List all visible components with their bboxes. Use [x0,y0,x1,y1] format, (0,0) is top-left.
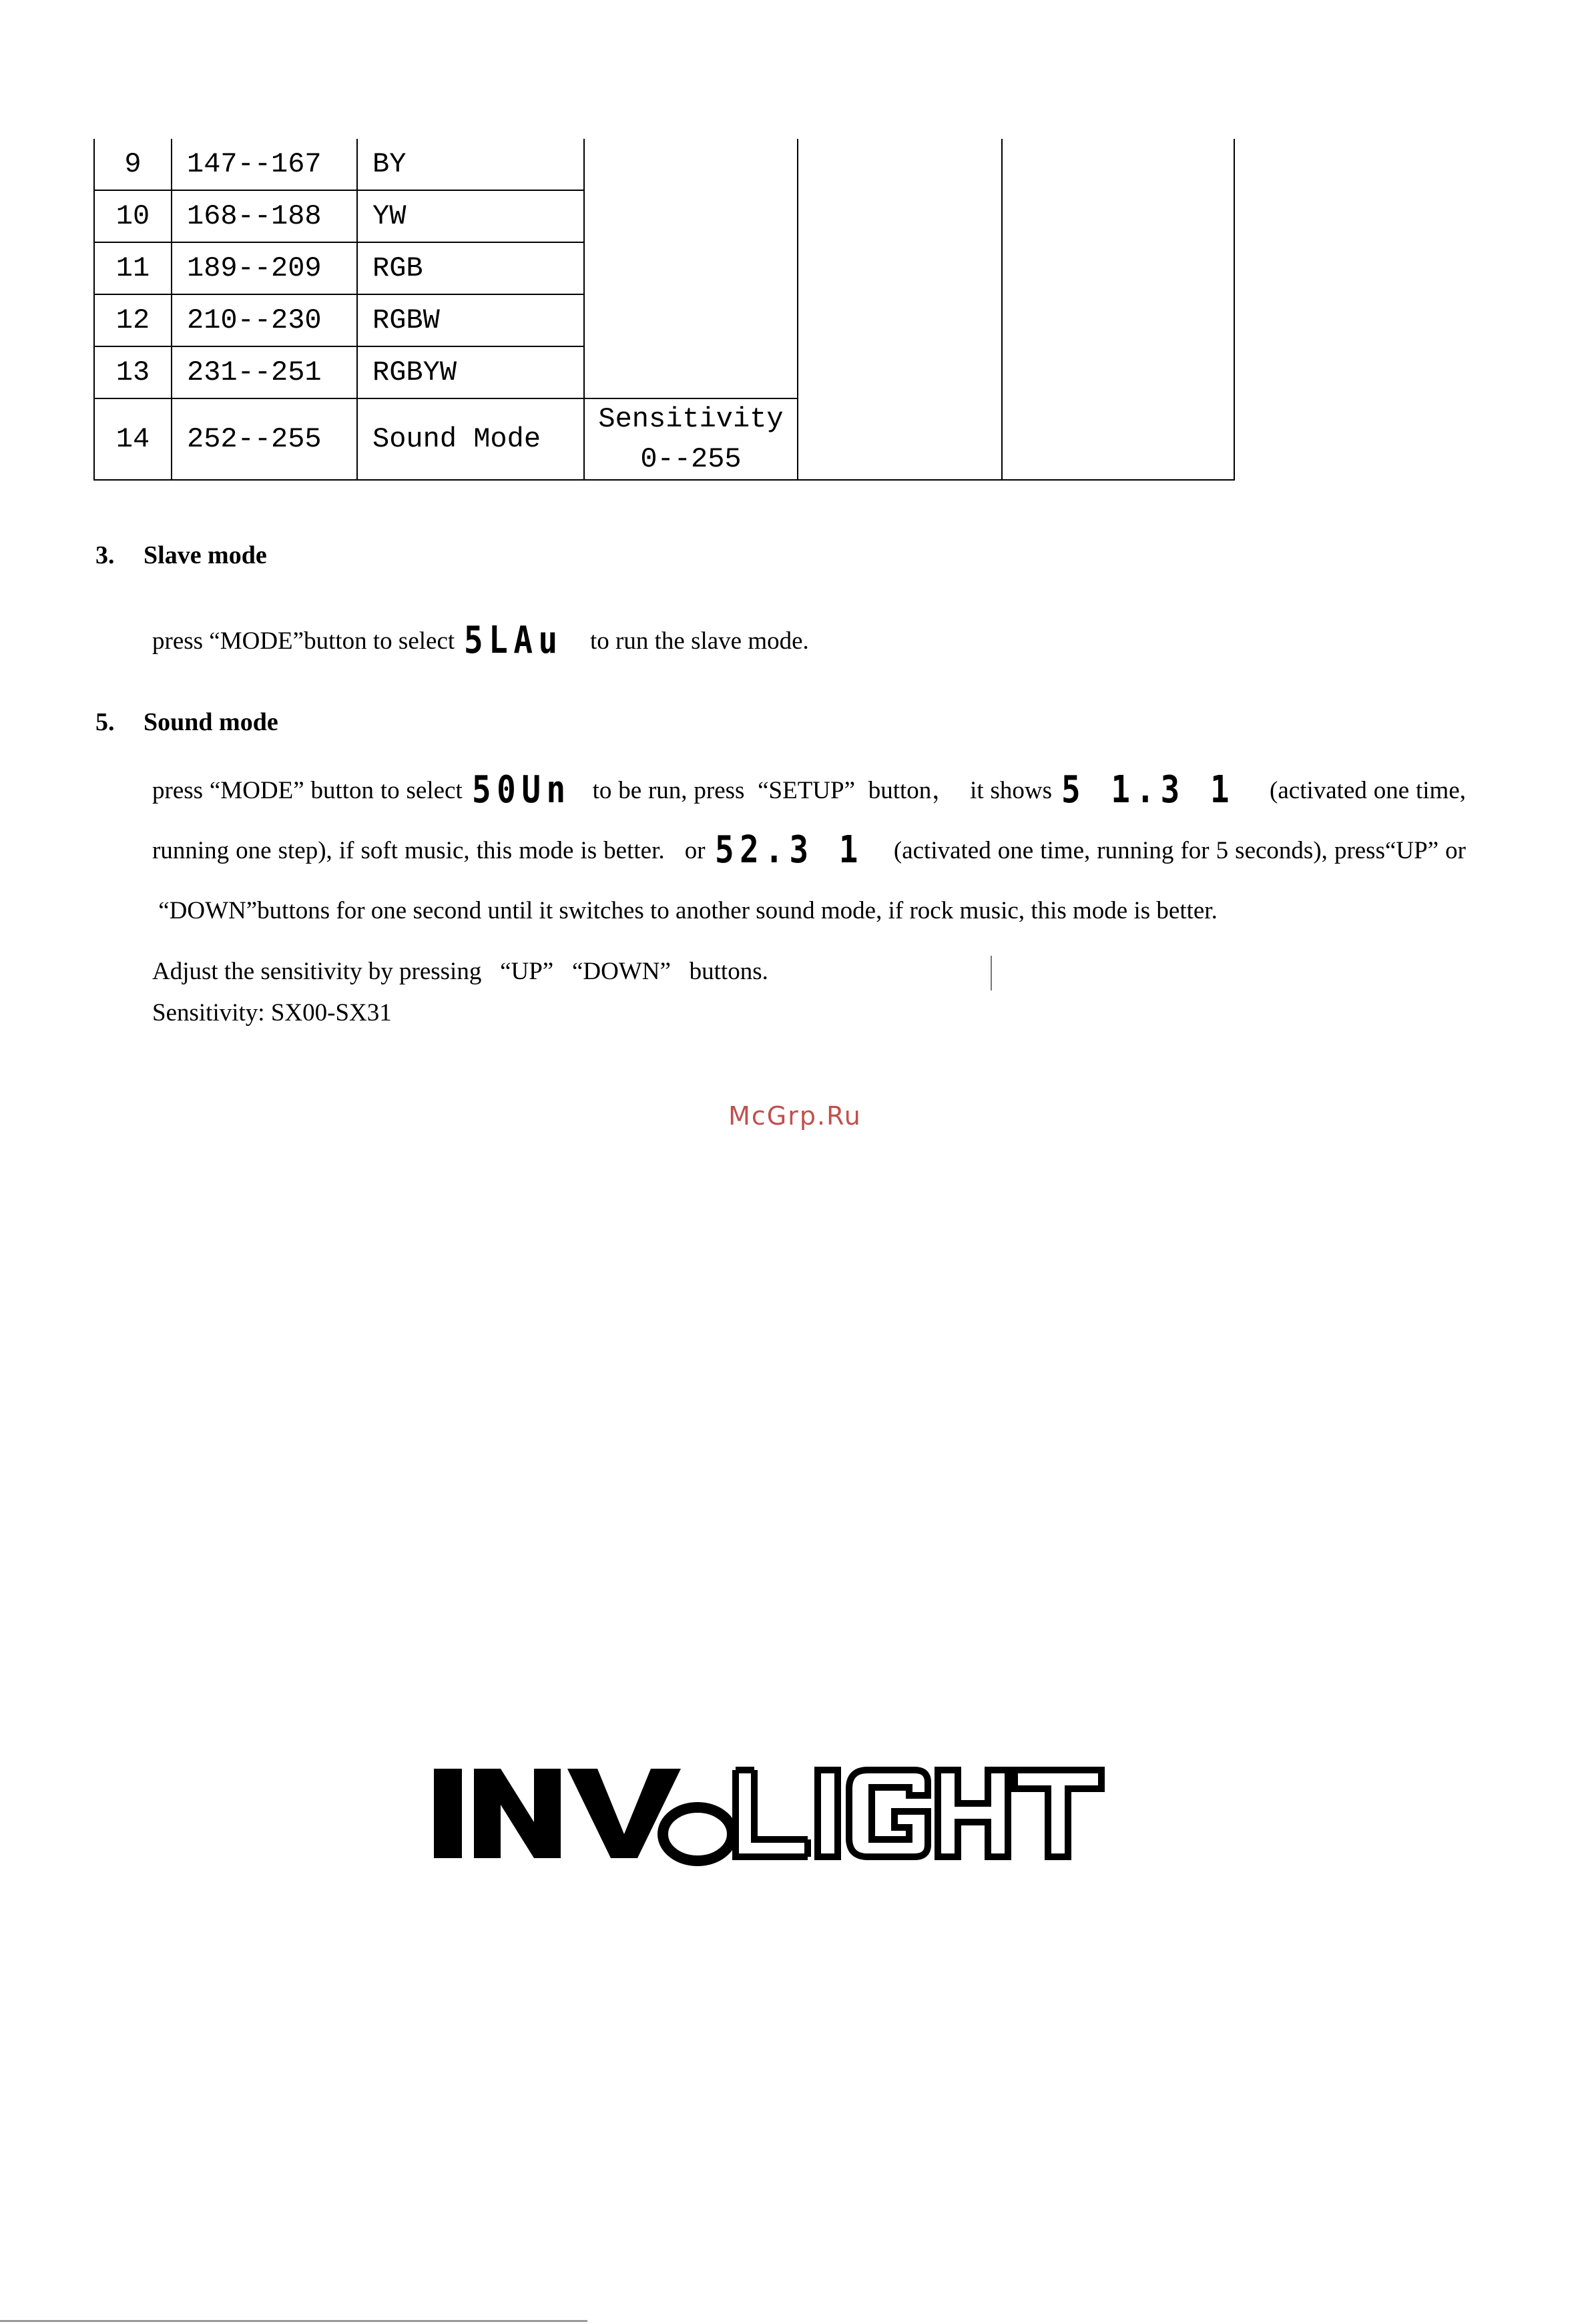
color-mode: RGBW [357,294,584,346]
sensitivity-range: 0--255 [640,443,742,475]
sensitivity-text: Sensitivity: SX00-SX31 [152,999,392,1027]
sound-mode-paragraph: press “MODE” button to select 50Un to be run, press “SETUP” button， it shows 5 1.3 1 (activated one time, running one step), if soft music, this mode is better. or 52.3 1 (activated one time, running for 5 seconds), press“UP” or “DOWN”buttons for one second until it switches to another sound mode, if rock music, this mode is better. [152,768,1466,924]
dmx-range: 252--255 [172,398,357,480]
dmx-channel-table [93,139,1235,481]
row-number: 10 [94,190,172,242]
dmx-range: 231--251 [172,346,357,398]
merged-empty-cell [798,139,1002,480]
slave-mode-instruction: press “MODE”button to select 5LAu to run the slave mode. [152,619,809,662]
color-mode: YW [357,190,584,242]
color-mode: RGB [357,242,584,294]
footer-rule [0,2320,587,2322]
merged-empty-cell [1002,139,1234,480]
color-mode: BY [357,139,584,190]
sound-mode-heading [95,707,278,737]
row-number: 13 [94,346,172,398]
table-row [94,139,1234,190]
dmx-range: 168--188 [172,190,357,242]
section-number: 5. [95,708,115,736]
adjust-sensitivity-text: Adjust the sensitivity by pressing “UP” “DOWN” buttons. [152,958,768,985]
lcd-display-code: 5LAu [464,619,563,662]
lcd-display-code: 5 1.3 1 [1061,768,1236,812]
involight-logo [434,1755,1135,1869]
divider [991,956,992,990]
dmx-range: 147--167 [172,139,357,190]
row-number: 12 [94,294,172,346]
section-title: Slave mode [144,541,267,569]
dmx-range: 189--209 [172,242,357,294]
sensitivity-cell [584,398,798,480]
sensitivity-label: Sensitivity [598,403,784,435]
row-number: 9 [94,139,172,190]
section-number: 3. [95,541,115,569]
color-mode: Sound Mode [357,398,584,480]
section-title: Sound mode [144,708,278,736]
lcd-display-code: 52.3 1 [714,828,864,872]
slave-mode-heading [95,541,267,570]
watermark: McGrp.Ru [728,1101,862,1131]
lcd-display-code: 50Un [471,768,571,812]
merged-empty-cell [584,139,798,398]
row-number: 11 [94,242,172,294]
color-mode: RGBYW [357,346,584,398]
dmx-range: 210--230 [172,294,357,346]
row-number: 14 [94,398,172,480]
